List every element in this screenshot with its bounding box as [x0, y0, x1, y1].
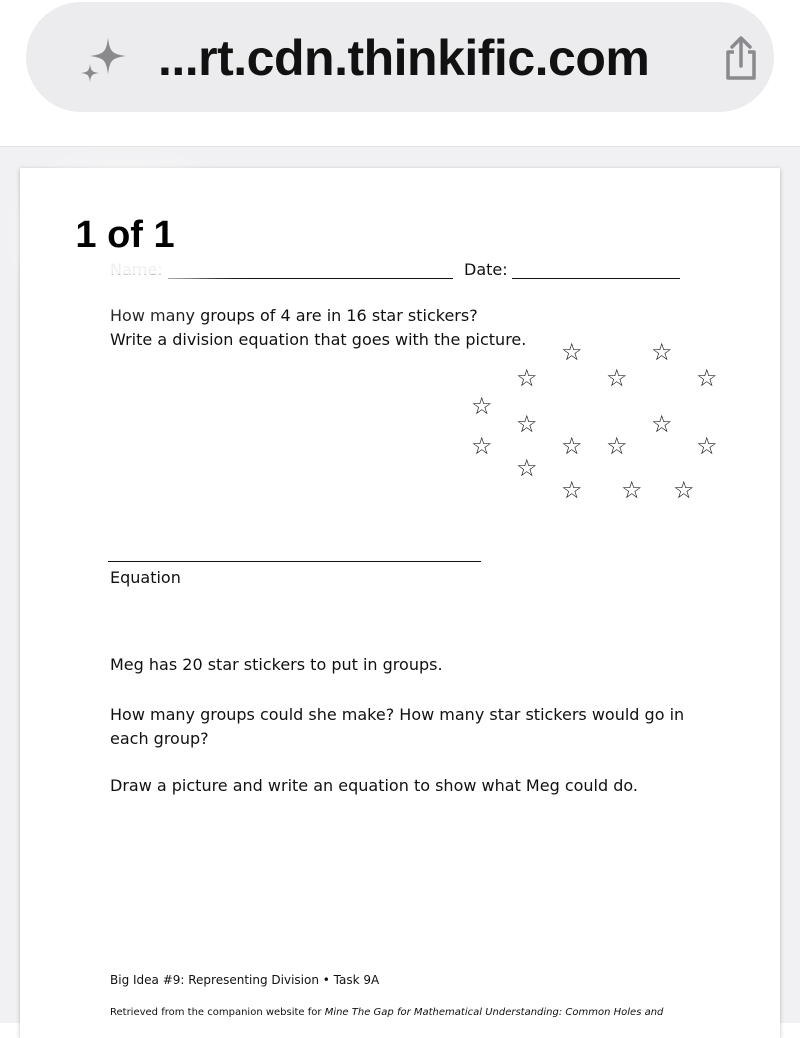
page-indicator: 1 of 1: [50, 196, 200, 274]
star-icon: ☆: [471, 432, 493, 460]
footer-source-title: Mine The Gap for Mathematical Understanding: Common Holes and: [324, 1007, 664, 1018]
browser-top-bar: [0, 0, 800, 147]
question2-line2b: each group?: [110, 729, 209, 748]
star-icon: ☆: [516, 454, 538, 482]
footer-source: [110, 1007, 663, 1018]
equation-line: [108, 561, 481, 562]
name-line: [168, 278, 453, 279]
star-icon: ☆: [651, 338, 673, 366]
star-icon: ☆: [696, 432, 718, 460]
star-icon: ☆: [516, 364, 538, 392]
footer-task: Big Idea #9: Representing Division • Task 9A: [110, 973, 380, 987]
question2-line3: Draw a picture and write an equation to show what Meg could do.: [110, 776, 638, 795]
question2-line1: Meg has 20 star stickers to put in groups.: [110, 655, 443, 674]
worksheet-page: [20, 168, 780, 1038]
sparkle-icon[interactable]: [78, 34, 130, 86]
star-stickers-picture: [460, 338, 740, 518]
star-icon: ☆: [621, 476, 643, 504]
star-icon: ☆: [673, 476, 695, 504]
star-icon: ☆: [561, 338, 583, 366]
star-icon: ☆: [651, 410, 673, 438]
star-icon: ☆: [561, 476, 583, 504]
star-icon: ☆: [606, 364, 628, 392]
share-icon[interactable]: [716, 34, 766, 84]
star-icon: ☆: [696, 364, 718, 392]
footer-source-prefix: Retrieved from the companion website for: [110, 1007, 325, 1018]
question1-line2: Write a division equation that goes with the picture.: [110, 330, 527, 349]
star-icon: ☆: [561, 432, 583, 460]
star-icon: ☆: [516, 410, 538, 438]
question1-line1: How many groups of 4 are in 16 star stickers?: [110, 306, 478, 325]
star-icon: ☆: [471, 392, 493, 420]
star-icon: ☆: [606, 432, 628, 460]
equation-label: Equation: [110, 568, 181, 587]
url-text[interactable]: ...rt.cdn.thinkific.com: [158, 30, 650, 86]
question2-line2a: How many groups could she make? How many star stickers would go in: [110, 705, 685, 724]
date-label: Date:: [464, 260, 508, 279]
address-bar[interactable]: [26, 2, 774, 112]
date-line: [512, 278, 680, 279]
